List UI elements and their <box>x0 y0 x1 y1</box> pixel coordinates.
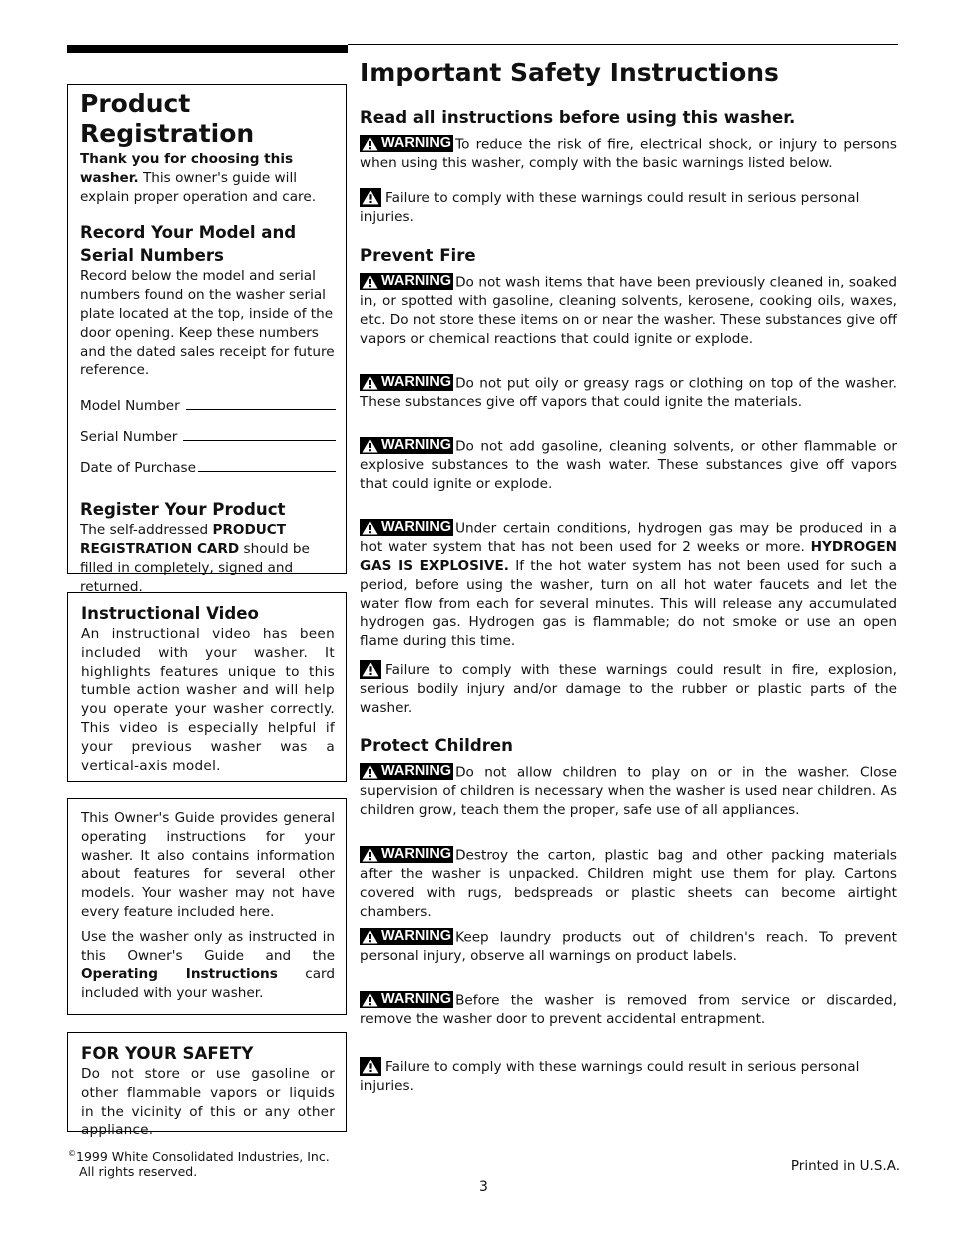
safety-instructions-title: Important Safety Instructions <box>360 58 779 87</box>
rights-line: All rights reserved. <box>79 1164 198 1180</box>
fire-warning-4-pre: Under certain conditions, hydrogen gas may be produced in a hot water system that has not been used for 2 weeks or more. <box>360 520 897 556</box>
warning-badge <box>360 846 453 863</box>
serial-number-line[interactable] <box>183 427 336 441</box>
warning-label: WARNING <box>381 135 452 151</box>
fire-warning-4 <box>360 519 897 651</box>
printed-in: Printed in U.S.A. <box>790 1158 900 1174</box>
warning-badge <box>360 273 453 290</box>
warning-label: WARNING <box>381 437 452 453</box>
children-failure-text: Failure to comply with these warnings could result in serious personal injuries. <box>360 1059 860 1094</box>
intro-warning <box>360 135 897 173</box>
instructional-video-box <box>67 592 347 782</box>
registration-card-bold: PRODUCT REGISTRATION CARD <box>80 522 287 557</box>
page-number: 3 <box>479 1179 488 1195</box>
warning-triangle-icon <box>362 930 378 944</box>
fire-warning-4-post: If the hot water system has not been used for such a period, before using the washer, turn on all hot water faucets and let the water flow from each for several minutes. This will release any accumulated hydrogen gas. Hydrogen gas is flammable; do not smoke or use an open flame during this time. <box>360 558 897 650</box>
operating-instructions-bold: Operating Instructions <box>81 966 278 983</box>
warning-triangle-icon <box>362 376 378 390</box>
children-warning-1-text: Do not allow children to play on or in the washer. Close supervision of children is necessary when the washer is used near children. As children grow, teach them the proper, safe use of all appliances. <box>360 764 897 819</box>
children-failure <box>360 1057 897 1096</box>
children-warning-1 <box>360 763 897 820</box>
for-your-safety-text: Do not store or use gasoline or other flammable vapors or liquids in the vicinity of this or any other appliance. <box>81 1066 335 1139</box>
children-warning-4 <box>360 991 897 1029</box>
copyright-text: 1999 White Consolidated Industries, Inc. <box>76 1149 330 1165</box>
serial-number-label: Serial Number <box>80 429 178 446</box>
warning-badge <box>360 519 453 536</box>
children-warning-3 <box>360 928 897 966</box>
warning-triangle-icon <box>362 521 378 535</box>
warning-label: WARNING <box>381 374 452 390</box>
register-product-text <box>80 521 336 596</box>
copyright-symbol: © <box>68 1149 76 1158</box>
header-rule-thin <box>348 44 898 45</box>
protect-children-heading: Protect Children <box>360 736 513 755</box>
warning-triangle-icon <box>362 765 378 779</box>
warning-triangle-icon <box>362 848 378 862</box>
alert-triangle-icon <box>360 188 381 207</box>
warning-label: WARNING <box>381 273 452 289</box>
date-of-purchase-field[interactable] <box>80 458 336 477</box>
intro-warning-text: To reduce the risk of fire, electrical shock, or injury to persons when using this washer, comply with the basic warnings listed below. <box>360 136 897 172</box>
intro-failure <box>360 188 897 227</box>
instructional-video-heading: Instructional Video <box>81 604 259 623</box>
model-number-field[interactable] <box>80 396 336 415</box>
hydrogen-explosive-bold: HYDROGEN GAS IS EXPLOSIVE. <box>360 539 897 575</box>
fire-failure-text: Failure to comply with these warnings could result in fire, explosion, serious bodily injury and/or damage to the rubber or plastic parts of the washer. <box>360 662 897 716</box>
model-number-label: Model Number <box>80 398 180 415</box>
warning-badge <box>360 763 453 780</box>
prevent-fire-heading: Prevent Fire <box>360 246 476 265</box>
warning-badge <box>360 991 453 1008</box>
alert-triangle-icon <box>360 1057 381 1076</box>
warning-badge <box>360 135 453 152</box>
fire-warning-2 <box>360 374 897 412</box>
copyright-notice <box>68 1146 330 1179</box>
fire-failure <box>360 660 897 717</box>
owners-guide-para1: This Owner's Guide provides general operating instructions for your washer. It also contains information about features for several other models. Your washer may not have every feature included here. <box>81 810 335 920</box>
warning-label: WARNING <box>381 763 452 779</box>
registration-intro <box>80 150 336 206</box>
copyright-line <box>68 1146 330 1164</box>
guide-para2-pre: Use the washer only as instructed in this Owner's Guide and the <box>81 928 335 964</box>
register-pre: The self-addressed <box>80 522 213 539</box>
warning-badge <box>360 928 453 945</box>
fire-warning-2-text: Do not put oily or greasy rags or clothing on top of the washer. These substances give off vapors that could ignite the materials. <box>360 375 897 411</box>
children-warning-2-text: Destroy the carton, plastic bag and other packing materials after the washer is unpacked. Children might use them for play. Cartons covered with rugs, bedspreads or plastic sheets can become airtight chambers. <box>360 847 897 920</box>
register-product-heading: Register Your Product <box>80 500 286 520</box>
warning-triangle-icon <box>362 993 378 1007</box>
warning-label: WARNING <box>381 928 452 944</box>
warning-triangle-icon <box>362 275 378 289</box>
product-registration-title: Product Registration <box>80 89 255 148</box>
warning-label: WARNING <box>381 991 452 1007</box>
fire-warning-3 <box>360 437 897 494</box>
warning-badge <box>360 437 453 454</box>
date-of-purchase-line[interactable] <box>198 458 336 472</box>
instructional-video-text: An instructional video has been included with your washer. It highlights features unique to this tumble action washer and will help you operate your washer correctly. This video is especially helpful if your previous washer was a vertical-axis model. <box>81 626 335 774</box>
warning-triangle-icon <box>362 137 378 151</box>
serial-number-field[interactable] <box>80 427 336 446</box>
date-of-purchase-label: Date of Purchase <box>80 460 196 477</box>
children-warning-2 <box>360 846 897 922</box>
header-rule-thick <box>67 45 348 53</box>
warning-label: WARNING <box>381 519 452 535</box>
thanks-bold: Thank you for choosing this washer. <box>80 151 294 186</box>
for-your-safety-box <box>67 1032 347 1139</box>
intro-failure-text: Failure to comply with these warnings could result in serious personal injuries. <box>360 190 860 225</box>
owners-guide-para2 <box>81 928 335 1003</box>
for-your-safety-heading: FOR YOUR SAFETY <box>81 1044 254 1063</box>
warning-triangle-icon <box>362 439 378 453</box>
register-post: should be filled in completely, signed and returned. <box>80 540 310 595</box>
fire-warning-1-text: Do not wash items that have been previously cleaned in, soaked in, or spotted with gasoline, cleaning solvents, kerosene, cooking oils, waxes, etc. Do not store these items on or near the washer. These substances give off vapors or chemical reactions that could ignite or explode. <box>360 274 898 347</box>
children-warning-4-text: Before the washer is removed from service or discarded, remove the washer door to prevent accidental entrapment. <box>360 992 897 1028</box>
warning-label: WARNING <box>381 846 452 862</box>
alert-triangle-icon <box>360 660 381 679</box>
fire-warning-1 <box>360 273 897 349</box>
model-number-line[interactable] <box>186 396 336 410</box>
record-numbers-text: Record below the model and serial numbers found on the washer serial plate located at the top, inside of the door opening. Keep these numbers and the dated sales receipt for future reference. <box>80 268 335 379</box>
record-numbers-heading: Record Your Model and Serial Numbers <box>80 223 297 266</box>
guide-para2-post: card included with your washer. <box>81 966 336 1002</box>
product-registration-box <box>67 84 347 595</box>
warning-badge <box>360 374 453 391</box>
read-all-heading: Read all instructions before using this washer. <box>360 108 796 127</box>
thanks-rest: This owner's guide will explain proper operation and care. <box>80 169 317 205</box>
fire-warning-3-text: Do not add gasoline, cleaning solvents, or other flammable or explosive substances to the wash water. These substances give off vapors that could ignite or explode. <box>360 438 897 493</box>
owners-guide-box <box>67 798 347 1015</box>
children-warning-3-text: Keep laundry products out of children's reach. To prevent personal injury, observe all warnings on product labels. <box>360 929 897 965</box>
